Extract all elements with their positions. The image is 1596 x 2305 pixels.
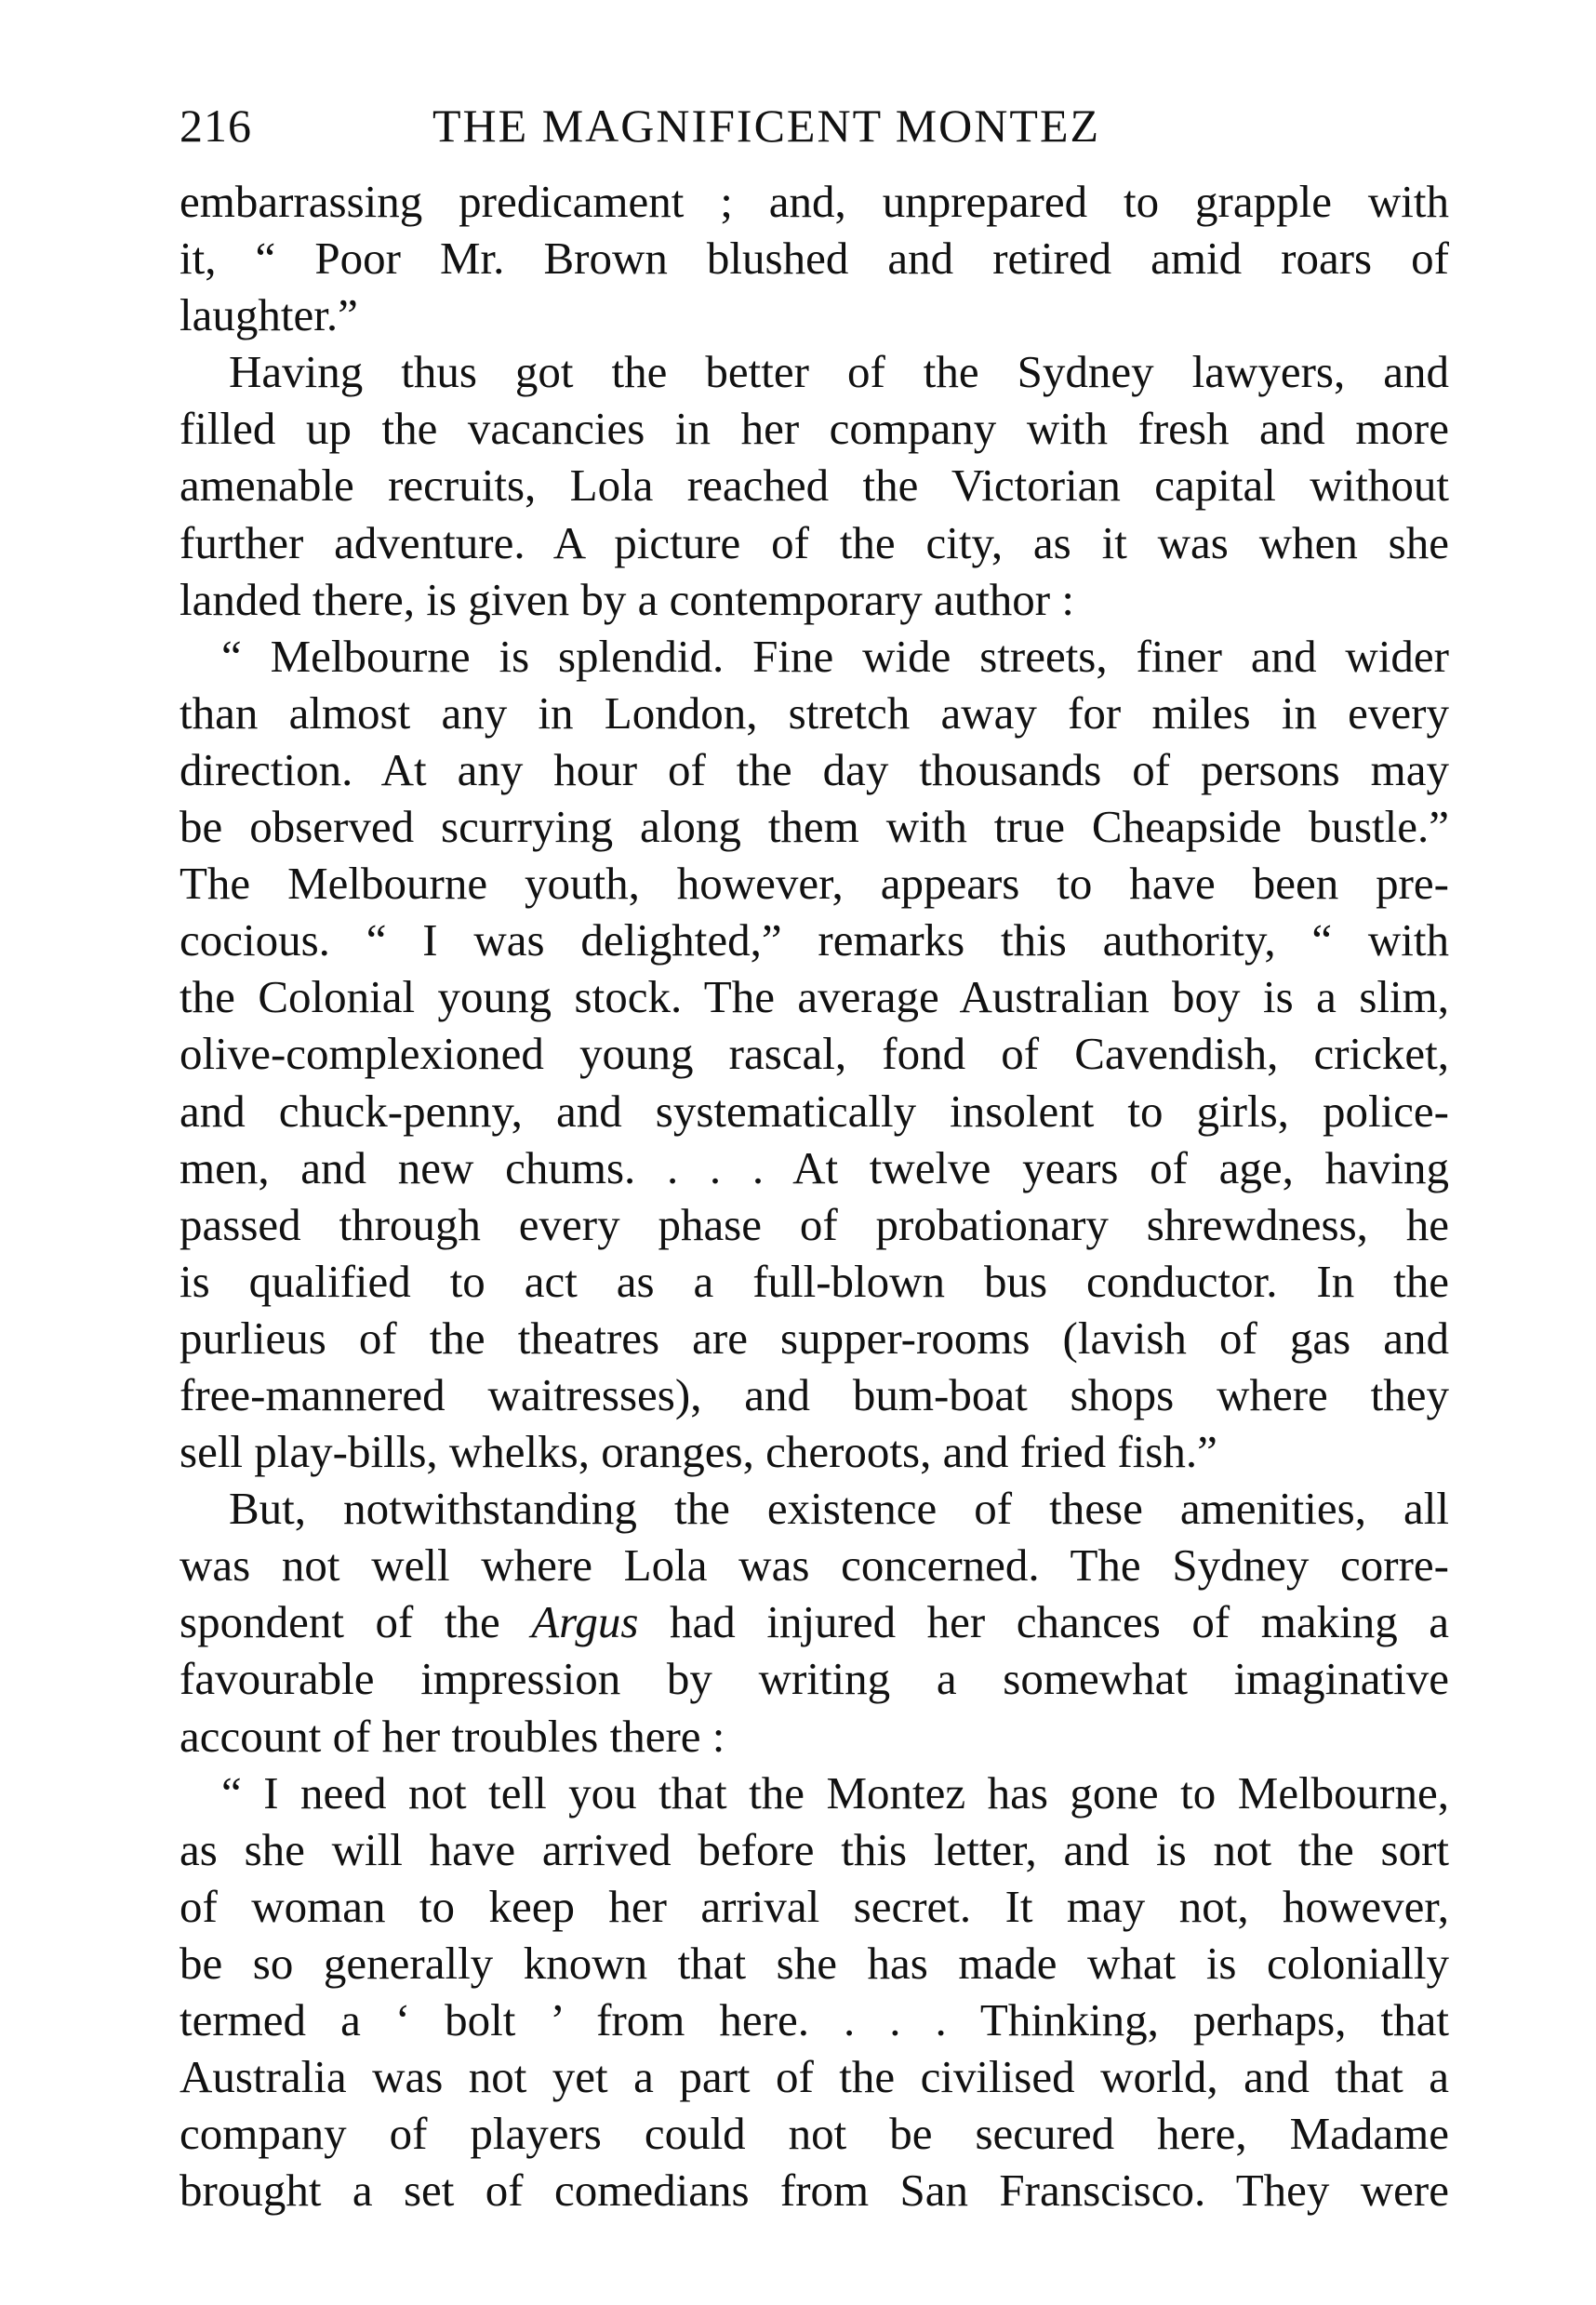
text-line: filled up the vacancies in her company with fresh and more [180, 403, 1449, 455]
text-line: be so generally known that she has made what is colonially [180, 1937, 1449, 1989]
text-line: and chuck-penny, and systematically insolent to girls, police- [180, 1085, 1449, 1137]
page-number: 216 [180, 100, 252, 152]
text-line: brought a set of comedians from San Franscisco. They were [180, 2165, 1449, 2217]
text-line: cocious. “ I was delighted,” remarks this authority, “ with [180, 914, 1449, 966]
text-line: be observed scurrying along them with true Cheapside bustle.” [180, 801, 1449, 853]
text-line: it, “ Poor Mr. Brown blushed and retired amid roars of [180, 233, 1449, 285]
text-line: direction. At any hour of the day thousands of persons may [180, 743, 1449, 795]
text-line: of woman to keep her arrival secret. It may not, however, [180, 1880, 1449, 1932]
text-line: favourable impression by writing a somewhat imaginative [180, 1653, 1449, 1705]
text-line: sell play-bills, whelks, oranges, cheroots, and fried fish.” [180, 1426, 1217, 1478]
text-line: “ Melbourne is splendid. Fine wide streets, finer and wider [221, 630, 1449, 682]
text-line: men, and new chums. . . . At twelve years of age, having [180, 1141, 1449, 1193]
body-text [180, 173, 1449, 2218]
text-line: as she will have arrived before this letter, and is not the sort [180, 1823, 1449, 1875]
newspaper-title: Argus [531, 1596, 639, 1648]
text-fragment: spondent of the [180, 1596, 532, 1648]
text-line: further adventure. A picture of the city, as it was when she [180, 516, 1449, 568]
text-line: free-mannered waitresses), and bum-boat shops where they [180, 1368, 1449, 1420]
text-line: amenable recruits, Lola reached the Victorian capital without [180, 460, 1449, 512]
text-line: the Colonial young stock. The average Australian boy is a slim, [180, 971, 1449, 1023]
text-line: olive-complexioned young rascal, fond of Cavendish, cricket, [180, 1028, 1449, 1080]
text-line: landed there, is given by a contemporary author : [180, 573, 1074, 625]
text-fragment: had injured her chances of making a [638, 1596, 1449, 1648]
text-line: The Melbourne youth, however, appears to have been pre- [180, 858, 1449, 910]
text-line-argus [180, 1593, 1449, 1650]
text-line: embarrassing predicament ; and, unprepared to grapple with [180, 176, 1449, 227]
text-line: than almost any in London, stretch away for miles in every [180, 686, 1449, 739]
text-line: “ I need not tell you that the Montez has gone to Melbourne, [221, 1766, 1449, 1819]
text-line: termed a ‘ bolt ’ from here. . . . Thinking, perhaps, that [180, 1994, 1449, 2045]
text-line: was not well where Lola was concerned. The Sydney corre- [180, 1539, 1449, 1592]
text-line: Having thus got the better of the Sydney lawyers, and [229, 346, 1449, 398]
text-line: Australia was not yet a part of the civilised world, and that a [180, 2051, 1449, 2103]
text-line: purlieus of the theatres are supper-rooms (lavish of gas and [180, 1312, 1449, 1364]
text-line: company of players could not be secured here, Madame [180, 2108, 1449, 2160]
text-line: is qualified to act as a full-blown bus conductor. In the [180, 1255, 1449, 1307]
text-line: account of her troubles there : [180, 1710, 725, 1762]
text-line: laughter.” [180, 289, 358, 341]
running-title: THE MAGNIFICENT MONTEZ [432, 100, 1101, 152]
text-line: passed through every phase of probationary shrewdness, he [180, 1198, 1449, 1250]
page-header [180, 93, 1444, 158]
text-line: But, notwithstanding the existence of these amenities, all [229, 1483, 1449, 1535]
